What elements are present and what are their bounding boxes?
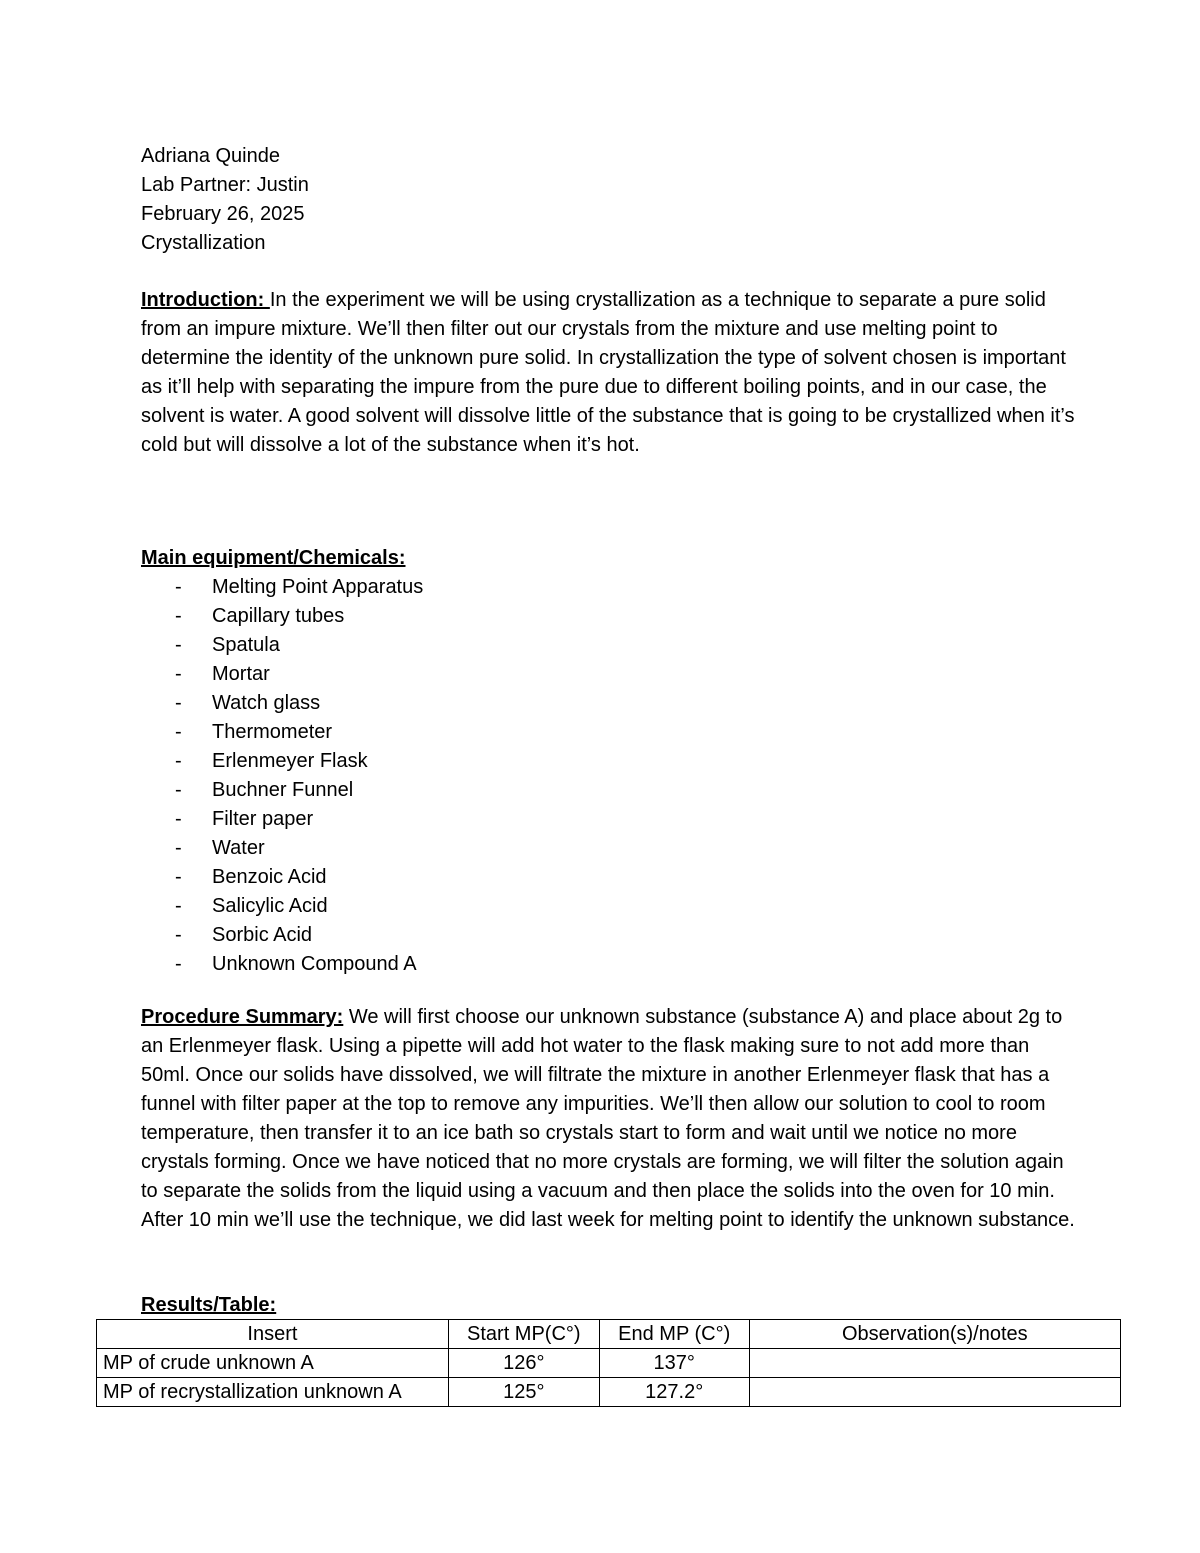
equipment-heading: Main equipment/Chemicals: [141, 547, 406, 569]
table-cell: 127.2° [599, 1378, 749, 1407]
equipment-section [141, 544, 1081, 573]
column-header-end-mp: End MP (C°) [599, 1320, 749, 1349]
introduction-section [141, 286, 1081, 460]
table-cell: MP of crude unknown A [97, 1349, 449, 1378]
table-header-row [97, 1320, 1121, 1349]
table-cell: 126° [448, 1349, 599, 1378]
list-item: - Watch glass [175, 692, 321, 714]
introduction-text: In the experiment we will be using crystallization as a technique to separate a pure solid from an impure mixture. We’ll then filter out our crystals from the mixture and use melting point to determine the identity of the unknown pure solid. In crystallization the type of solvent chosen is important as it’ll help with separating the impure from the pure due to different boiling points, and in our case, the solvent is water. A good solvent will dissolve little of the substance that is going to be crystallized when it’s cold but will dissolve a lot of the substance when it’s hot. [141, 289, 1075, 456]
column-header-insert: Insert [97, 1320, 449, 1349]
list-item: - Erlenmeyer Flask [175, 750, 368, 772]
column-header-start-mp: Start MP(C°) [448, 1320, 599, 1349]
document-header [141, 142, 309, 258]
list-item: - Spatula [175, 634, 280, 656]
table-cell [749, 1378, 1120, 1407]
list-item: - Thermometer [175, 721, 333, 743]
table-row [97, 1378, 1121, 1407]
list-item: - Buchner Funnel [175, 779, 354, 801]
table-row [97, 1349, 1121, 1378]
table-cell: MP of recrystallization unknown A [97, 1378, 449, 1407]
procedure-heading: Procedure Summary: [141, 1006, 344, 1028]
table-cell [749, 1349, 1120, 1378]
lab-partner: Lab Partner: Justin [141, 174, 309, 196]
equipment-list [141, 573, 423, 979]
list-item: - Benzoic Acid [175, 866, 327, 888]
list-item: - Salicylic Acid [175, 895, 328, 917]
list-item: - Water [175, 837, 265, 859]
list-item: - Unknown Compound A [175, 953, 417, 975]
list-item: - Capillary tubes [175, 605, 345, 627]
list-item: - Mortar [175, 663, 270, 685]
table-cell: 125° [448, 1378, 599, 1407]
results-table [96, 1319, 1121, 1407]
column-header-observations: Observation(s)/notes [749, 1320, 1120, 1349]
table-cell: 137° [599, 1349, 749, 1378]
results-section [141, 1291, 276, 1320]
results-heading: Results/Table: [141, 1294, 277, 1316]
author-name: Adriana Quinde [141, 145, 280, 167]
list-item: - Sorbic Acid [175, 924, 313, 946]
list-item: - Filter paper [175, 808, 314, 830]
introduction-heading: Introduction: [141, 289, 270, 311]
list-item: - Melting Point Apparatus [175, 576, 424, 598]
report-title: Crystallization [141, 232, 266, 254]
report-date: February 26, 2025 [141, 203, 305, 225]
procedure-text: We will first choose our unknown substance (substance A) and place about 2g to an Erlenmeyer flask. Using a pipette will add hot water to the flask making sure to not add more than 50ml. Once our solids have dissolved, we will filtrate the mixture in another Erlenmeyer flask that has a funnel with filter paper at the top to remove any impurities. We’ll then allow our solution to cool to room temperature, then transfer it to an ice bath so crystals start to form and wait until we notice no more crystals forming. Once we have noticed that no more crystals are forming, we will filter the solution again to separate the solids from the liquid using a vacuum and then place the solids into the oven for 10 min. After 10 min we’ll use the technique, we did last week for melting point to identify the unknown substance. [141, 1006, 1075, 1231]
procedure-section [141, 1003, 1081, 1235]
